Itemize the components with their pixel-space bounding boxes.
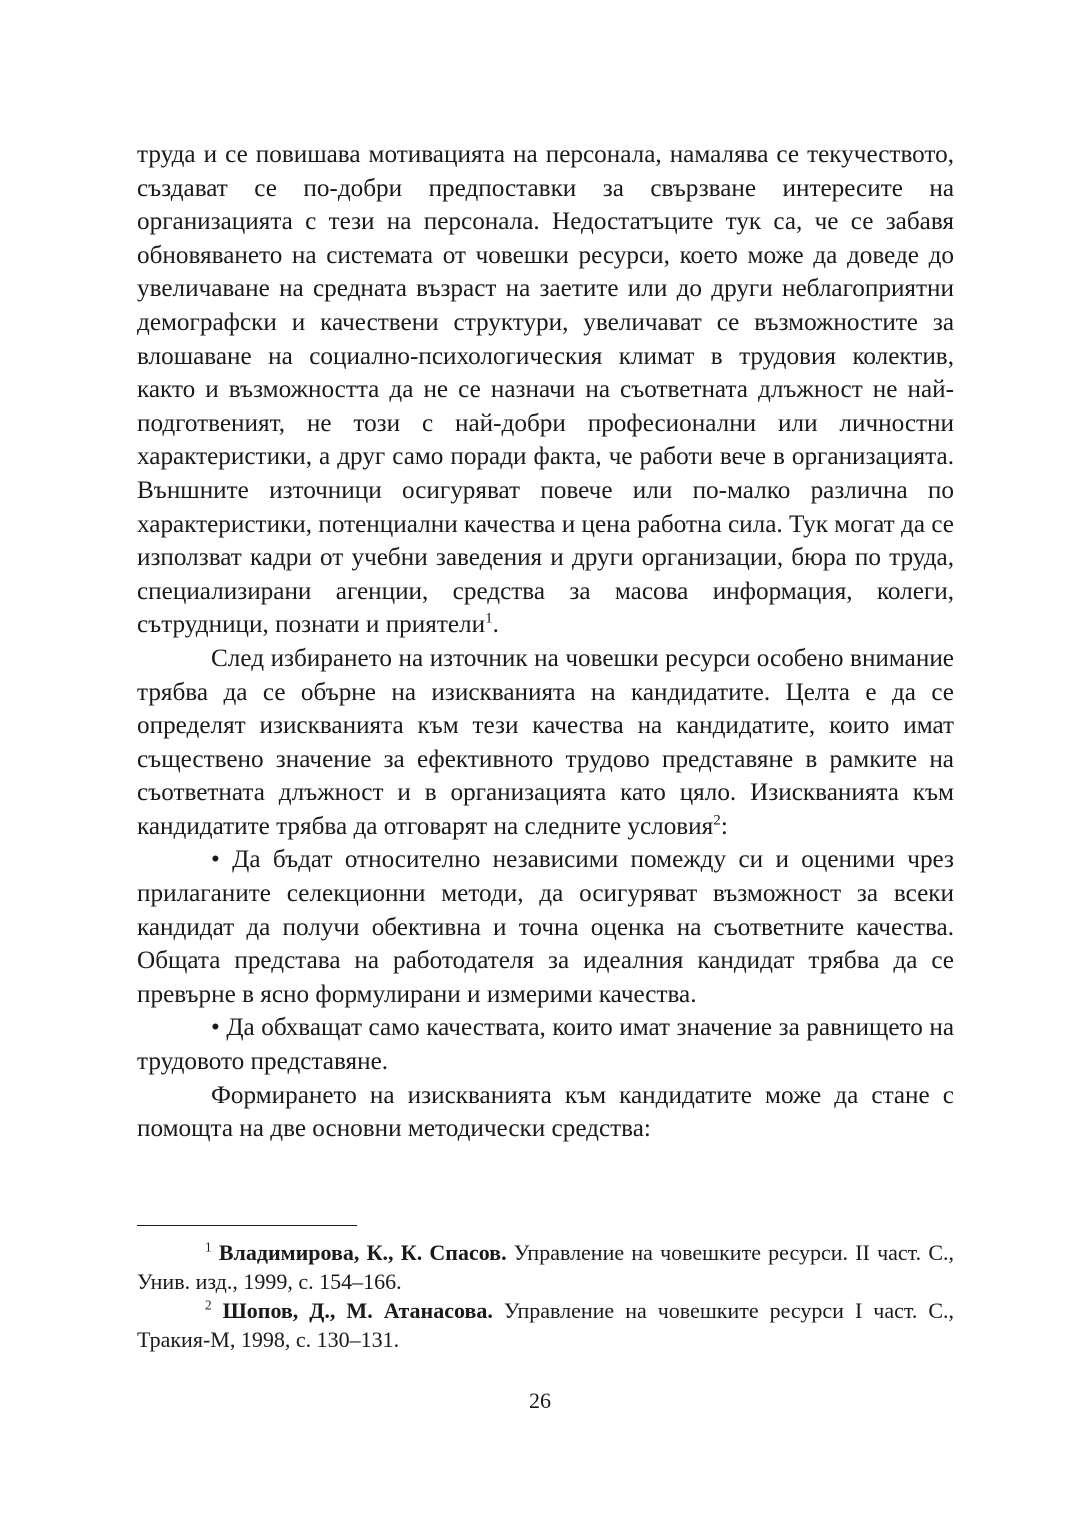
footnote-divider — [137, 1225, 357, 1226]
paragraph-1-end: . — [492, 611, 499, 639]
footnote-ref-2: 2 — [713, 812, 721, 829]
bullet-item-2: • Да обхващат само качествата, които имат значение за равнището на трудовото представяне. — [137, 1014, 954, 1076]
footnote-2 — [137, 1296, 954, 1354]
footnote-ref-1: 1 — [485, 610, 493, 627]
paragraph-2 — [137, 642, 954, 844]
bullet-item-1: • Да бъдат относително независими помежду си и оценими чрез прилаганите селекционни методи, да осигуряват възможност за всеки кандидат да получи обективна и точна оценка на съответните качества. Общата представа на работодателя за идеалния кандидат трябва да се превърне в ясно формулирани и измерими качества. — [137, 846, 954, 1008]
body-text — [137, 138, 954, 1146]
page-body — [137, 138, 954, 1146]
page-number: 26 — [529, 1388, 551, 1413]
footnotes — [137, 1238, 954, 1354]
footnote-2-text: Управление на човешките ресурси I част. С., Тракия-М, 1998, с. 130–131. — [137, 1298, 955, 1352]
paragraph-2-end: : — [720, 812, 728, 840]
footnote-1-authors: Владимирова, К., К. Спасов. — [218, 1240, 507, 1265]
footnote-1 — [137, 1238, 954, 1296]
footnote-2-authors: Шопов, Д., М. Атанасова. — [222, 1298, 493, 1323]
paragraph-1-text: труда и се повишава мотивацията на персонала, намалява се текучеството, създават се по-добри предпоставки за свързване интересите на организацията с тези на персонала. Недостатъците тук са, че се забавя обновяването на системата от човешки ресурси, което може да доведе до увеличаване на средната възраст на заетите или до други неблагоприятни демографски и качествени структури, увеличават се възможностите за влошаване на социално-психологическия климат в трудовия колектив, както и възможността да не се назначи на съответната длъжност не най-подготвеният, не този с най-добри професионални или личностни характеристики, а друг само поради факта, че работи вече в организацията. Външните източници осигуряват повече или по-малко различна по характеристики, потенциални качества и цена работна сила. Тук могат да се използват кадри от учебни заведения и други организации, бюра по труда, специализирани агенции, средства за масова информация, колеги, сътрудници, познати и приятели — [137, 141, 954, 639]
footnote-2-number: 2 — [205, 1297, 212, 1313]
paragraph-3: Формирането на изискванията към кандидатите може да стане с помощта на две основни методически средства: — [137, 1081, 954, 1143]
paragraph-1 — [137, 138, 954, 642]
footnote-1-number: 1 — [205, 1239, 212, 1255]
footnote-1-text: Управление на човешките ресурси. II част. С., Унив. изд., 1999, с. 154–166. — [137, 1240, 955, 1294]
paragraph-2-text: След избирането на източник на човешки ресурси особено внимание трябва да се обърне на изискванията на кандидатите. Целта е да се определят изискванията към тези качества на кандидатите, които имат съществено значение за ефективното трудово представяне в рамките на съответната длъжност и в организацията като цяло. Изискванията към кандидатите трябва да отговарят на следните условия — [137, 644, 954, 840]
